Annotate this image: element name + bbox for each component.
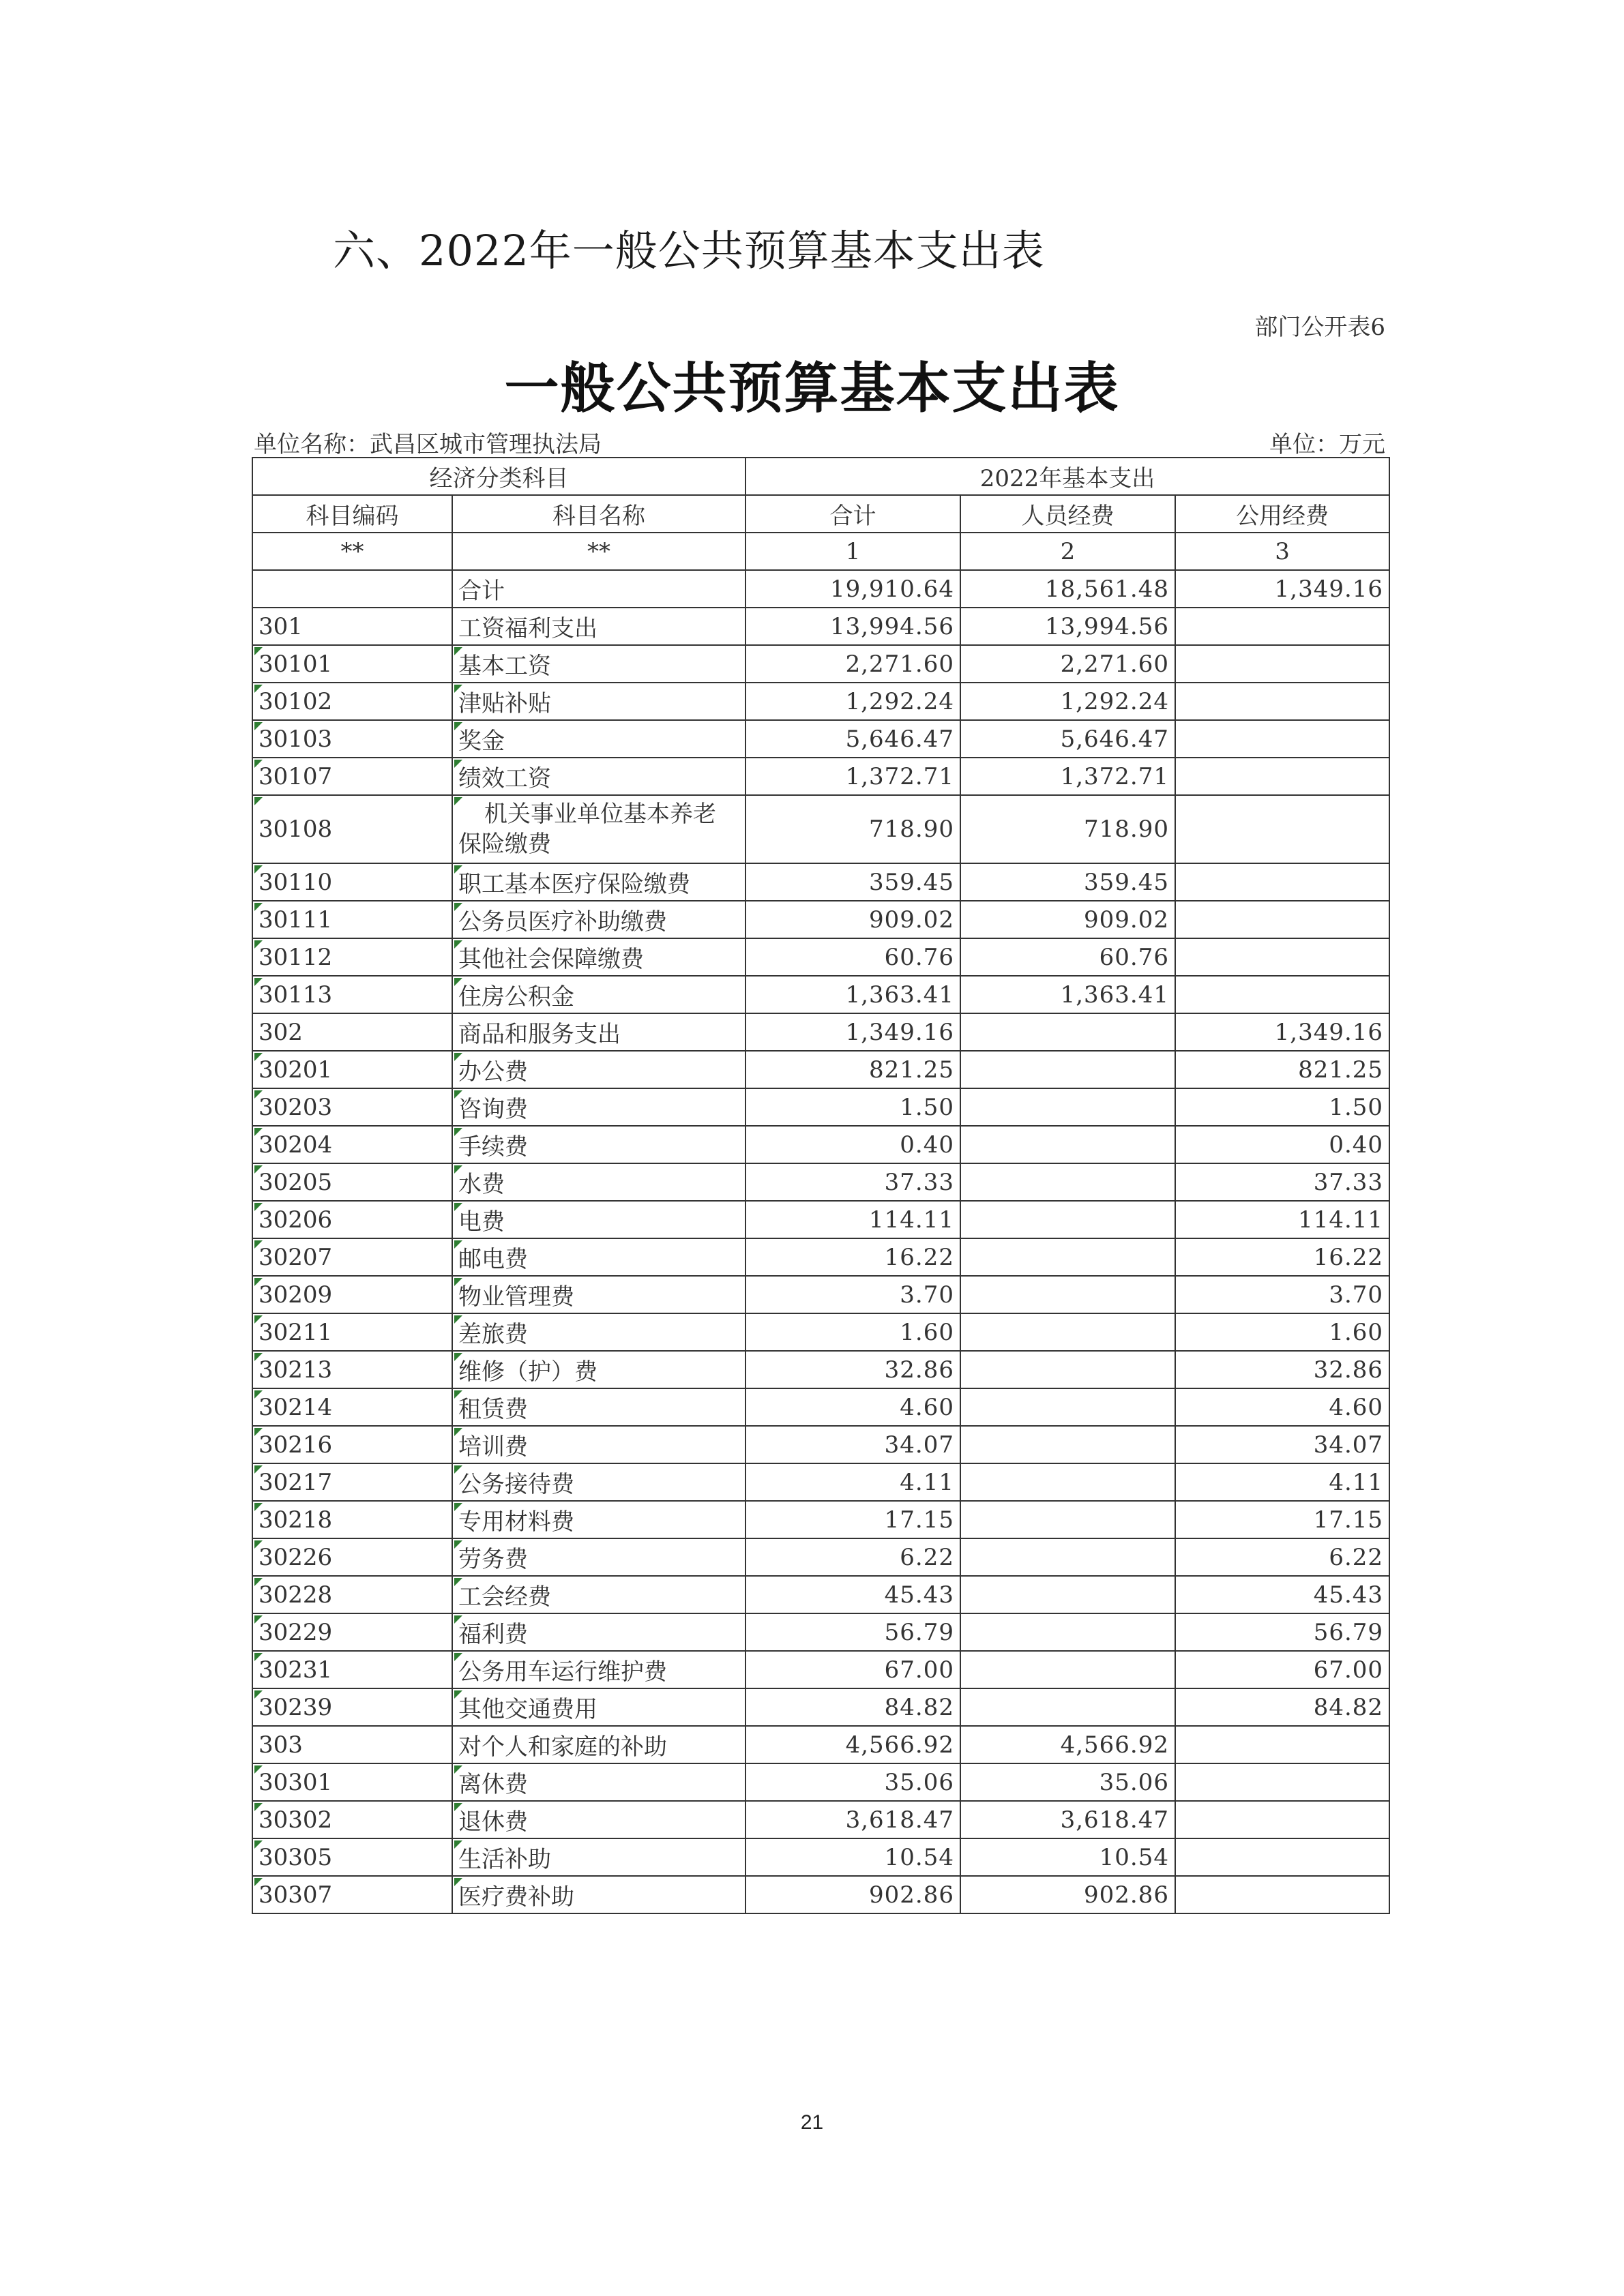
cell-personnel <box>960 1126 1175 1163</box>
cell-name: 差旅费 <box>452 1313 745 1351</box>
cell-public <box>1175 758 1389 795</box>
cell-name: 津贴补贴 <box>452 683 745 720</box>
table-row <box>252 1763 1389 1801</box>
cell-code: 30107 <box>252 758 452 795</box>
cell-code: 301 <box>252 608 452 645</box>
table-row <box>252 1463 1389 1501</box>
table-row <box>252 1426 1389 1463</box>
table-row <box>252 570 1389 608</box>
table-row <box>252 795 1389 863</box>
table-row <box>252 1538 1389 1576</box>
cell-total: 359.45 <box>745 863 960 901</box>
cell-total: 3,618.47 <box>745 1801 960 1838</box>
cell-public <box>1175 683 1389 720</box>
cell-public <box>1175 645 1389 683</box>
cell-name: 合计 <box>452 570 745 608</box>
header-year-expense: 2022年基本支出 <box>745 458 1389 495</box>
cell-public: 16.22 <box>1175 1238 1389 1276</box>
cell-total: 1,349.16 <box>745 1013 960 1051</box>
cell-public <box>1175 863 1389 901</box>
cell-public: 1,349.16 <box>1175 1013 1389 1051</box>
cell-personnel <box>960 1238 1175 1276</box>
cell-code: 30101 <box>252 645 452 683</box>
cell-personnel <box>960 1276 1175 1313</box>
header-code: 科目编码 <box>252 495 452 533</box>
cell-code: 303 <box>252 1726 452 1763</box>
cell-name: 其他交通费用 <box>452 1688 745 1726</box>
cell-total: 34.07 <box>745 1426 960 1463</box>
cell-public: 0.40 <box>1175 1126 1389 1163</box>
cell-code: 30112 <box>252 938 452 976</box>
cell-code: 302 <box>252 1013 452 1051</box>
header-name: 科目名称 <box>452 495 745 533</box>
table-row <box>252 1088 1389 1126</box>
cell-personnel <box>960 1351 1175 1388</box>
currency-unit: 单位：万元 <box>1269 431 1385 458</box>
cell-name: 手续费 <box>452 1126 745 1163</box>
header-row-columns <box>252 495 1389 533</box>
cell-total: 3.70 <box>745 1276 960 1313</box>
cell-code <box>252 570 452 608</box>
header-econ-class: 经济分类科目 <box>252 458 745 495</box>
cell-total: 10.54 <box>745 1838 960 1876</box>
cell-public: 6.22 <box>1175 1538 1389 1576</box>
cell-public <box>1175 1838 1389 1876</box>
table-body <box>252 570 1389 1913</box>
cell-name: 公务接待费 <box>452 1463 745 1501</box>
cell-public: 1.50 <box>1175 1088 1389 1126</box>
cell-personnel: 902.86 <box>960 1876 1175 1913</box>
cell-public: 1,349.16 <box>1175 570 1389 608</box>
cell-personnel: 3,618.47 <box>960 1801 1175 1838</box>
budget-table <box>252 457 1390 1914</box>
cell-name: 商品和服务支出 <box>452 1013 745 1051</box>
cell-personnel: 359.45 <box>960 863 1175 901</box>
cell-name: 维修（护）费 <box>452 1351 745 1388</box>
cell-code: 30228 <box>252 1576 452 1613</box>
cell-public: 45.43 <box>1175 1576 1389 1613</box>
cell-public: 67.00 <box>1175 1651 1389 1688</box>
table-row <box>252 758 1389 795</box>
cell-code: 30206 <box>252 1201 452 1238</box>
cell-total: 45.43 <box>745 1576 960 1613</box>
cell-code: 30111 <box>252 901 452 938</box>
cell-total: 1.50 <box>745 1088 960 1126</box>
cell-public: 84.82 <box>1175 1688 1389 1726</box>
cell-total: 16.22 <box>745 1238 960 1276</box>
cell-code: 30110 <box>252 863 452 901</box>
cell-name-line2: 保险缴费 <box>458 831 551 858</box>
cell-total: 1,292.24 <box>745 683 960 720</box>
cell-name: 基本工资 <box>452 645 745 683</box>
cell-code: 30226 <box>252 1538 452 1576</box>
cell-total: 0.40 <box>745 1126 960 1163</box>
index-code: ** <box>252 533 452 570</box>
cell-personnel <box>960 1538 1175 1576</box>
table-title: 一般公共预算基本支出表 <box>504 356 1120 420</box>
cell-total: 909.02 <box>745 901 960 938</box>
table-row <box>252 1163 1389 1201</box>
cell-public: 56.79 <box>1175 1613 1389 1651</box>
cell-name: 离休费 <box>452 1763 745 1801</box>
cell-code: 30214 <box>252 1388 452 1426</box>
cell-name: 福利费 <box>452 1613 745 1651</box>
table-row <box>252 1276 1389 1313</box>
table-row <box>252 863 1389 901</box>
cell-public: 17.15 <box>1175 1501 1389 1538</box>
table-row <box>252 1238 1389 1276</box>
cell-code: 30211 <box>252 1313 452 1351</box>
table-row <box>252 720 1389 758</box>
cell-personnel <box>960 1426 1175 1463</box>
cell-name: 医疗费补助 <box>452 1876 745 1913</box>
cell-total: 67.00 <box>745 1651 960 1688</box>
table-row <box>252 1051 1389 1088</box>
cell-personnel: 1,363.41 <box>960 976 1175 1013</box>
cell-personnel <box>960 1313 1175 1351</box>
table-row <box>252 938 1389 976</box>
cell-name: 工会经费 <box>452 1576 745 1613</box>
cell-name: 公务用车运行维护费 <box>452 1651 745 1688</box>
cell-code: 30201 <box>252 1051 452 1088</box>
cell-public <box>1175 720 1389 758</box>
cell-personnel: 13,994.56 <box>960 608 1175 645</box>
cell-total: 1,372.71 <box>745 758 960 795</box>
cell-public <box>1175 1801 1389 1838</box>
cell-total: 821.25 <box>745 1051 960 1088</box>
table-row <box>252 608 1389 645</box>
cell-code: 30209 <box>252 1276 452 1313</box>
cell-code: 30204 <box>252 1126 452 1163</box>
index-2: 2 <box>960 533 1175 570</box>
cell-personnel: 2,271.60 <box>960 645 1175 683</box>
cell-personnel: 5,646.47 <box>960 720 1175 758</box>
cell-public <box>1175 608 1389 645</box>
table-row <box>252 976 1389 1013</box>
cell-personnel <box>960 1163 1175 1201</box>
table-row <box>252 1801 1389 1838</box>
cell-name: 物业管理费 <box>452 1276 745 1313</box>
cell-personnel <box>960 1013 1175 1051</box>
cell-name <box>452 795 745 863</box>
section-title: 六、2022年一般公共预算基本支出表 <box>333 226 1045 275</box>
cell-total: 114.11 <box>745 1201 960 1238</box>
cell-personnel <box>960 1576 1175 1613</box>
cell-total: 37.33 <box>745 1163 960 1201</box>
cell-public: 821.25 <box>1175 1051 1389 1088</box>
cell-name: 退休费 <box>452 1801 745 1838</box>
table-row <box>252 645 1389 683</box>
cell-total: 4.11 <box>745 1463 960 1501</box>
cell-personnel <box>960 1651 1175 1688</box>
cell-name: 公务员医疗补助缴费 <box>452 901 745 938</box>
cell-name: 生活补助 <box>452 1838 745 1876</box>
cell-name: 工资福利支出 <box>452 608 745 645</box>
cell-code: 30213 <box>252 1351 452 1388</box>
cell-code: 30205 <box>252 1163 452 1201</box>
header-public: 公用经费 <box>1175 495 1389 533</box>
cell-code: 30108 <box>252 795 452 863</box>
cell-total: 19,910.64 <box>745 570 960 608</box>
cell-code: 30239 <box>252 1688 452 1726</box>
table-row <box>252 1651 1389 1688</box>
cell-total: 1.60 <box>745 1313 960 1351</box>
cell-public: 37.33 <box>1175 1163 1389 1201</box>
table-row <box>252 1576 1389 1613</box>
header-total: 合计 <box>745 495 960 533</box>
cell-personnel <box>960 1051 1175 1088</box>
table-row <box>252 1838 1389 1876</box>
cell-name: 绩效工资 <box>452 758 745 795</box>
cell-code: 30231 <box>252 1651 452 1688</box>
cell-public: 4.11 <box>1175 1463 1389 1501</box>
cell-personnel: 1,292.24 <box>960 683 1175 720</box>
cell-total: 718.90 <box>745 795 960 863</box>
cell-name: 水费 <box>452 1163 745 1201</box>
unit-name: 单位名称：武昌区城市管理执法局 <box>254 431 602 458</box>
cell-name: 专用材料费 <box>452 1501 745 1538</box>
cell-code: 30218 <box>252 1501 452 1538</box>
table-row <box>252 1201 1389 1238</box>
cell-personnel: 35.06 <box>960 1763 1175 1801</box>
cell-name: 职工基本医疗保险缴费 <box>452 863 745 901</box>
index-name: ** <box>452 533 745 570</box>
page-number: 21 <box>800 2111 824 2134</box>
cell-code: 30301 <box>252 1763 452 1801</box>
cell-personnel: 10.54 <box>960 1838 1175 1876</box>
cell-personnel: 60.76 <box>960 938 1175 976</box>
cell-code: 30302 <box>252 1801 452 1838</box>
cell-personnel <box>960 1501 1175 1538</box>
cell-personnel: 1,372.71 <box>960 758 1175 795</box>
cell-total: 17.15 <box>745 1501 960 1538</box>
cell-total: 902.86 <box>745 1876 960 1913</box>
cell-code: 30305 <box>252 1838 452 1876</box>
cell-name: 电费 <box>452 1201 745 1238</box>
cell-name: 其他社会保障缴费 <box>452 938 745 976</box>
cell-personnel <box>960 1463 1175 1501</box>
cell-code: 30307 <box>252 1876 452 1913</box>
cell-name: 住房公积金 <box>452 976 745 1013</box>
index-3: 3 <box>1175 533 1389 570</box>
table-row <box>252 1688 1389 1726</box>
cell-personnel <box>960 1088 1175 1126</box>
cell-name: 咨询费 <box>452 1088 745 1126</box>
cell-personnel: 4,566.92 <box>960 1726 1175 1763</box>
cell-public: 32.86 <box>1175 1351 1389 1388</box>
table-row <box>252 1388 1389 1426</box>
cell-name: 培训费 <box>452 1426 745 1463</box>
cell-total: 35.06 <box>745 1763 960 1801</box>
index-1: 1 <box>745 533 960 570</box>
table-row <box>252 1501 1389 1538</box>
cell-total: 13,994.56 <box>745 608 960 645</box>
cell-personnel <box>960 1613 1175 1651</box>
cell-public: 114.11 <box>1175 1201 1389 1238</box>
table-row <box>252 901 1389 938</box>
cell-code: 30216 <box>252 1426 452 1463</box>
cell-personnel: 18,561.48 <box>960 570 1175 608</box>
table-number: 部门公开表6 <box>1254 314 1385 341</box>
table-row <box>252 1876 1389 1913</box>
cell-personnel <box>960 1201 1175 1238</box>
cell-personnel: 718.90 <box>960 795 1175 863</box>
cell-total: 4.60 <box>745 1388 960 1426</box>
table-row <box>252 1013 1389 1051</box>
cell-personnel <box>960 1688 1175 1726</box>
table-row <box>252 1126 1389 1163</box>
header-row-group <box>252 458 1389 495</box>
table-row <box>252 683 1389 720</box>
cell-total: 4,566.92 <box>745 1726 960 1763</box>
cell-public: 1.60 <box>1175 1313 1389 1351</box>
cell-public <box>1175 1726 1389 1763</box>
header-row-index <box>252 533 1389 570</box>
cell-code: 30203 <box>252 1088 452 1126</box>
cell-total: 2,271.60 <box>745 645 960 683</box>
cell-total: 32.86 <box>745 1351 960 1388</box>
table-row <box>252 1726 1389 1763</box>
cell-personnel <box>960 1388 1175 1426</box>
cell-total: 6.22 <box>745 1538 960 1576</box>
cell-name: 劳务费 <box>452 1538 745 1576</box>
cell-total: 56.79 <box>745 1613 960 1651</box>
cell-public <box>1175 1763 1389 1801</box>
cell-total: 1,363.41 <box>745 976 960 1013</box>
cell-public <box>1175 976 1389 1013</box>
cell-total: 60.76 <box>745 938 960 976</box>
cell-total: 5,646.47 <box>745 720 960 758</box>
cell-public: 34.07 <box>1175 1426 1389 1463</box>
cell-name: 对个人和家庭的补助 <box>452 1726 745 1763</box>
cell-name: 奖金 <box>452 720 745 758</box>
table-row <box>252 1613 1389 1651</box>
cell-code: 30229 <box>252 1613 452 1651</box>
cell-name: 办公费 <box>452 1051 745 1088</box>
cell-code: 30207 <box>252 1238 452 1276</box>
cell-code: 30113 <box>252 976 452 1013</box>
cell-personnel: 909.02 <box>960 901 1175 938</box>
table-row <box>252 1351 1389 1388</box>
cell-code: 30102 <box>252 683 452 720</box>
cell-code: 30103 <box>252 720 452 758</box>
cell-code: 30217 <box>252 1463 452 1501</box>
cell-name: 邮电费 <box>452 1238 745 1276</box>
cell-public <box>1175 901 1389 938</box>
header-personnel: 人员经费 <box>960 495 1175 533</box>
cell-public <box>1175 1876 1389 1913</box>
cell-name-line1: 机关事业单位基本养老 <box>484 801 716 828</box>
cell-public: 4.60 <box>1175 1388 1389 1426</box>
cell-public <box>1175 795 1389 863</box>
table-row <box>252 1313 1389 1351</box>
cell-total: 84.82 <box>745 1688 960 1726</box>
cell-name: 租赁费 <box>452 1388 745 1426</box>
cell-public: 3.70 <box>1175 1276 1389 1313</box>
cell-public <box>1175 938 1389 976</box>
